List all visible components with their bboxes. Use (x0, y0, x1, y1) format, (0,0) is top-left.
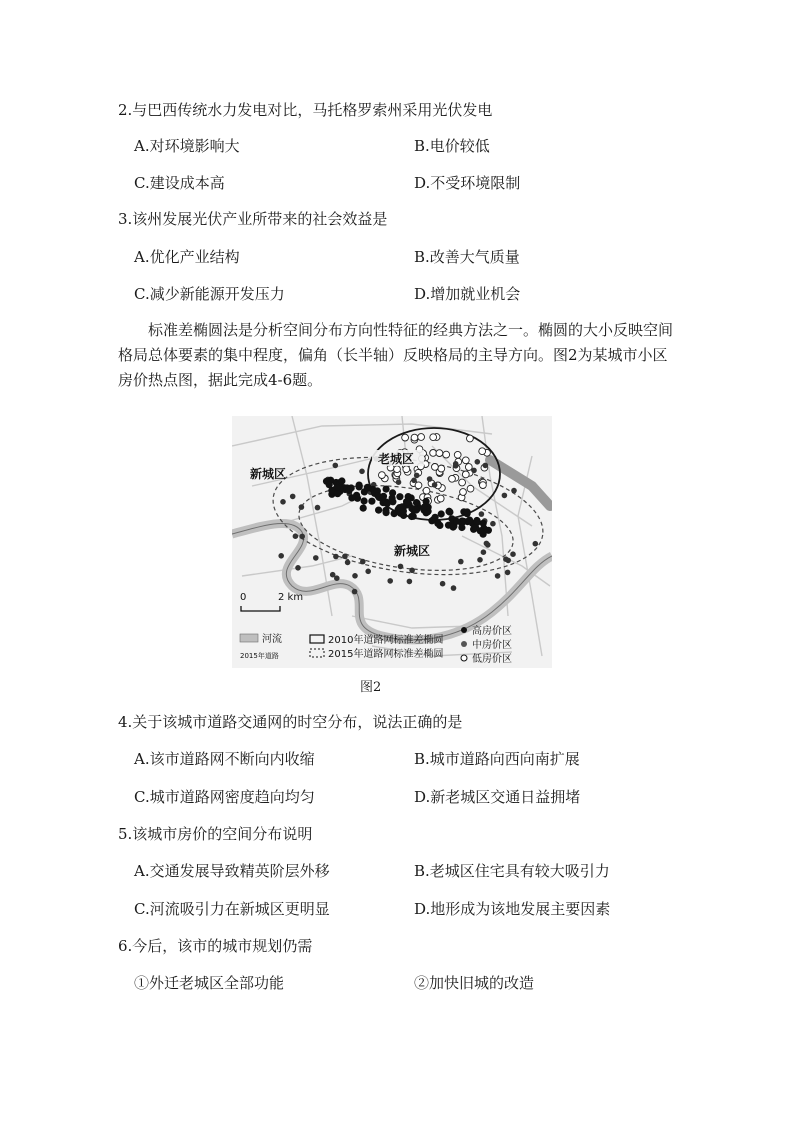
low-price-dot (462, 471, 469, 478)
low-price-dot (480, 482, 487, 489)
low-price-dot (479, 448, 486, 455)
mid-price-dot (333, 554, 339, 560)
question-5-option-b: B.老城区住宅具有较大吸引力 (414, 862, 610, 880)
mid-price-dot (481, 549, 487, 555)
mid-price-dot (511, 488, 517, 494)
high-price-dot (334, 490, 341, 497)
high-price-dot (383, 509, 390, 516)
mid-price-dot (387, 578, 393, 584)
low-price-dot (418, 434, 425, 441)
mid-price-dot (484, 541, 490, 547)
question-2-option-b: B.电价较低 (414, 137, 490, 155)
low-price-dot (460, 489, 467, 496)
mid-price-dot (313, 555, 319, 561)
mid-price-dot (396, 479, 402, 485)
mid-price-dot (490, 521, 496, 527)
question-3-option-a: A.优化产业结构 (134, 248, 240, 266)
high-price-dot (348, 494, 355, 501)
question-3-option-b: B.改善大气质量 (414, 248, 520, 266)
question-2-option-c: C.建设成本高 (134, 174, 225, 192)
mid-price-dot (398, 564, 404, 570)
low-price-dot (465, 464, 472, 471)
legend-high-price: 高房价区 (472, 626, 512, 637)
question-4-option-c: C.城市道路网密度趋向均匀 (134, 788, 315, 806)
figure-caption: 图2 (360, 680, 382, 695)
mid-price-dot (352, 589, 358, 595)
low-price-dot (403, 466, 410, 473)
mid-price-dot (440, 581, 446, 587)
legend-low-swatch (461, 655, 467, 661)
legend-river: 河流 (262, 634, 282, 645)
question-4-option-d: D.新老城区交通日益拥堵 (414, 788, 581, 806)
low-price-dot (415, 482, 422, 489)
mid-price-dot (342, 554, 348, 560)
question-5-stem: 5.该城市房价的空间分布说明 (118, 825, 313, 843)
high-price-dot (368, 498, 375, 505)
question-5-option-d: D.地形成为该地发展主要因素 (414, 900, 611, 918)
question-4-option-b: B.城市道路向西向南扩展 (414, 750, 580, 768)
high-price-dot (326, 481, 333, 488)
question-6-stem: 6.今后，该市的城市规划仍需 (118, 937, 313, 955)
high-price-dot (338, 477, 345, 484)
high-price-dot (399, 503, 406, 510)
legend-road-2015: 2015年道路 (240, 652, 279, 660)
mid-price-dot (510, 551, 516, 557)
low-price-dot (394, 466, 401, 473)
high-price-dot (466, 517, 473, 524)
high-price-dot (474, 517, 481, 524)
low-price-dot (467, 435, 474, 442)
question-3-option-d: D.增加就业机会 (414, 285, 521, 303)
mid-price-dot (345, 560, 351, 566)
high-price-dot (413, 499, 420, 506)
high-price-dot (396, 493, 403, 500)
legend-river-swatch (240, 634, 258, 642)
high-price-dot (361, 497, 368, 504)
high-price-dot (446, 508, 453, 515)
low-price-dot (467, 485, 474, 492)
question-5-option-c: C.河流吸引力在新城区更明显 (134, 900, 330, 918)
mid-price-dot (477, 557, 483, 563)
high-price-dot (472, 524, 479, 531)
mid-price-dot (411, 478, 417, 484)
high-price-dot (360, 505, 367, 512)
question-5-option-a: A.交通发展导致精英阶层外移 (134, 862, 330, 880)
mid-price-dot (359, 469, 365, 475)
legend-low-price: 低房价区 (472, 654, 512, 665)
question-4-option-a: A.该市道路网不断向内收缩 (134, 750, 315, 768)
high-price-dot (364, 484, 371, 491)
low-price-dot (436, 450, 443, 457)
mid-price-dot (299, 534, 305, 540)
mid-price-dot (293, 533, 299, 539)
mid-price-dot (483, 463, 489, 469)
mid-price-dot (315, 505, 321, 511)
label-old-city: 老城区 (378, 452, 415, 466)
high-price-dot (389, 489, 396, 496)
passage-text: 标准差椭圆法是分析空间分布方向性特征的经典方法之一。椭圆的大小反映空间格局总体要素的集中程度，偏角（长半轴）反映格局的主导方向。图2为某城市小区房价热点图，据此完成4-6题。 (118, 321, 674, 389)
high-price-dot (438, 510, 445, 517)
mid-price-dot (295, 565, 301, 571)
legend-high-swatch (461, 627, 467, 633)
label-new-city-south: 新城区 (394, 544, 431, 558)
question-2-stem: 2.与巴西传统水力发电对比，马托格罗索州采用光伏发电 (118, 101, 493, 119)
scale-zero: 0 (240, 592, 247, 603)
low-price-dot (411, 434, 418, 441)
mid-price-dot (414, 473, 420, 479)
mid-price-dot (333, 463, 339, 469)
mid-price-dot (451, 585, 457, 591)
mid-price-dot (432, 482, 438, 488)
low-price-dot (402, 434, 409, 441)
question-4-stem: 4.关于该城市道路交通网的时空分布，说法正确的是 (118, 713, 463, 731)
question-2-option-d: D.不受环境限制 (414, 174, 521, 192)
mid-price-dot (280, 499, 286, 505)
low-price-dot (430, 450, 437, 457)
high-price-dot (375, 507, 382, 514)
low-price-dot (438, 465, 445, 472)
mid-price-dot (479, 511, 485, 517)
legend-ellipse-2015: 2015年道路网标准差椭圆 (328, 649, 444, 660)
low-price-dot (443, 451, 450, 458)
high-price-dot (464, 508, 471, 515)
mid-price-dot (360, 559, 366, 565)
mid-price-dot (299, 504, 305, 510)
high-price-dot (383, 486, 390, 493)
mid-price-dot (365, 569, 371, 575)
mid-price-dot (407, 579, 413, 585)
mid-price-dot (453, 461, 459, 467)
high-price-dot (384, 500, 391, 507)
question-6-option-1: ①外迁老城区全部功能 (134, 974, 285, 992)
low-price-dot (432, 464, 439, 471)
legend-ellipse-2010: 2010年道路网标准差椭圆 (328, 635, 444, 646)
low-price-dot (437, 495, 444, 502)
mid-price-dot (409, 568, 415, 574)
high-price-dot (346, 487, 353, 494)
mid-price-dot (330, 572, 336, 578)
low-price-dot (423, 487, 430, 494)
mid-price-dot (471, 468, 477, 474)
house-price-map-figure (232, 416, 552, 668)
question-6-option-2: ②加快旧城的改造 (414, 974, 535, 992)
mid-price-dot (290, 494, 296, 500)
low-price-dot (459, 479, 466, 486)
mid-price-dot (505, 570, 511, 576)
question-2-option-a: A.对环境影响大 (134, 137, 240, 155)
high-price-dot (380, 493, 387, 500)
high-price-dot (356, 483, 363, 490)
mid-price-dot (475, 459, 481, 465)
low-price-dot (462, 457, 469, 464)
high-price-dot (453, 518, 460, 525)
mid-price-dot (495, 573, 501, 579)
high-price-dot (458, 524, 465, 531)
question-3-option-c: C.减少新能源开发压力 (134, 285, 285, 303)
low-price-dot (430, 434, 437, 441)
mid-price-dot (278, 553, 284, 559)
high-price-dot (428, 517, 435, 524)
high-price-dot (421, 503, 428, 510)
scale-value: 2 km (278, 592, 304, 603)
low-price-dot (454, 451, 461, 458)
low-price-dot (449, 475, 456, 482)
mid-price-dot (502, 493, 508, 499)
mid-price-dot (352, 573, 358, 579)
question-3-stem: 3.该州发展光伏产业所带来的社会效益是 (118, 210, 388, 228)
high-price-dot (413, 506, 420, 513)
mid-price-dot (427, 476, 433, 482)
legend-mid-price: 中房价区 (472, 640, 512, 651)
legend-mid-swatch (461, 641, 467, 647)
label-new-city-west: 新城区 (250, 467, 287, 481)
mid-price-dot (533, 541, 539, 547)
mid-price-dot (505, 558, 511, 564)
house-price-map (232, 416, 552, 668)
low-price-dot (379, 472, 386, 479)
mid-price-dot (458, 559, 464, 565)
high-price-dot (410, 513, 417, 520)
